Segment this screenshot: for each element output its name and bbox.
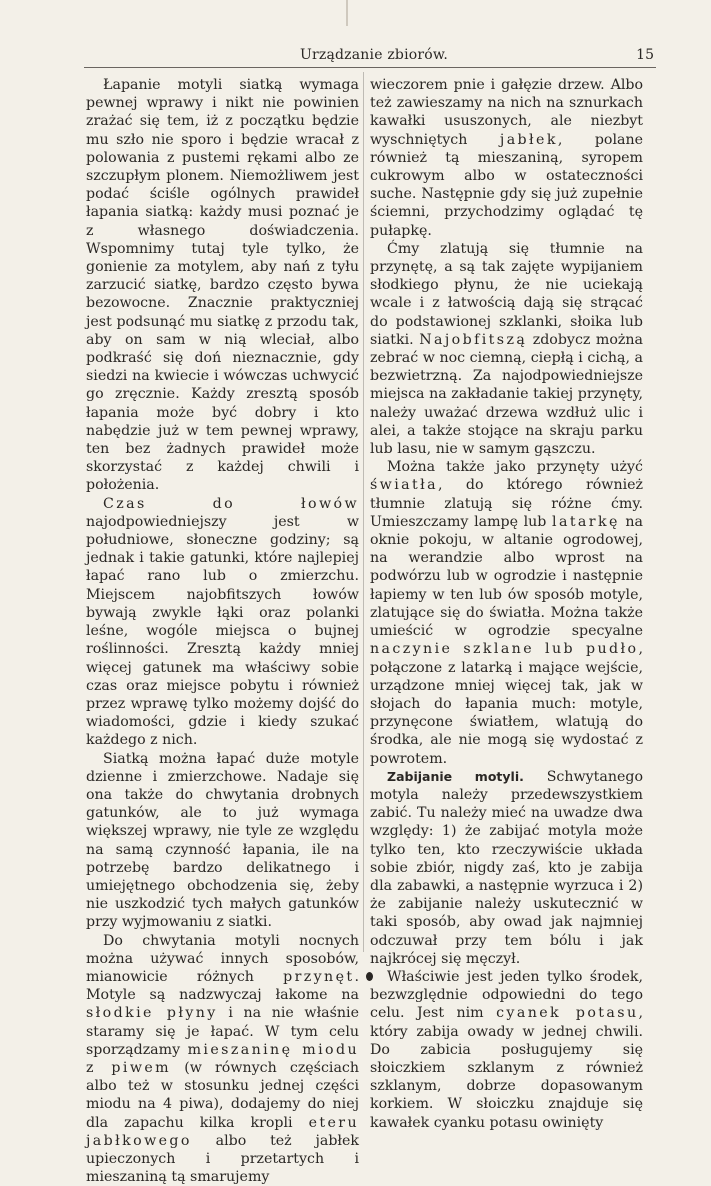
spaced-term: latarkę [552,513,620,530]
spaced-term: przynęt [283,968,355,985]
spaced-term: naczynie szklane lub pudło [370,641,639,658]
page-number: 15 [636,47,654,63]
spaced-term: światła [370,477,438,494]
paragraph-text: wieczorem pnie i gałęzie drzew. Albo też zawieszamy na nich na sznurkach kawałki ususzonych, ale niezbyt wyschniętych [370,77,643,148]
left-column [86,76,359,1186]
right-column [370,76,643,1132]
paragraph-text: Można także jako przynęty użyć [387,459,643,476]
spaced-term: cyanek potasu [496,1005,639,1022]
paragraph-killing-moths [370,768,643,968]
paragraph-cyanide [370,968,643,1132]
spaced-term: jabłek [499,131,558,148]
paragraph-net-species: Siatką można łapać duże motyle dzienne i zmierzchowe. Nadaje się ona także do chwytania drobnych gatunków, ale to już wymaga większej wprawy, nie tyle ze względu na samą czynność łapania, ile na potrzebę bardzo delikatnego i umiejętnego obchodzenia się, żeby nie uszkodzić tych małych gatunków przy wyjmowaniu z siatki. [86,750,359,931]
paragraph-text: i na nie właśnie staramy się je łapać. W tym celu sporządzamy [86,1005,359,1058]
paragraph-text: Właściwie jest jeden tylko środek, bezwzględnie odpowiedni do tego celu. Jest nim [370,968,643,1022]
paragraph-catching-with-net: Łapanie motyli siatką wymaga pewnej wprawy i nikt nie powinien zrażać się tem, iż z początku będzie mu szło nie sporo i będzie wracał z polowania z pustemi rękami albo ze szczupłym plonem. Niemożliwem jest podać ściśle ogólnych prawideł łapania siatką: każdy musi poznać je z własnego doświadczenia. Wspomnimy tutaj tyle tylko, że gonienie za motylem, aby nań z tyłu zarzucić siatkę, bardzo często bywa bezowocne. Znacznie praktyczniej jest podsunąć mu siatkę z przodu tak, aby on sam w nią wleciał, albo podkraść się doń nieznacznie, gdy siedzi na kwiecie i wówczas uchwycić go zręcznie. Każdy zresztą sposób łapania może być dobry i kto nabędzie już w tem pewnej wprawy, ten bez żadnych prawideł może skorzystać z każdej chwili i położenia. [86,77,359,494]
paragraph-text: . Motyle są nadzwyczaj łakome na [86,968,359,1004]
paragraph-night-moths [86,932,359,1186]
paragraph-light-bait [370,458,643,767]
paragraph-text: zdobycz można zebrać w noc ciemną, ciepłą i cichą, a bezwietrzną. Za najodpowiedniejsze miejsca na zakładanie takiej przynęty, należy uważać drzewa wzdłuż ulic i alei, a także stojące na skraju parku lub lasu, nie w samym gąszczu. [370,331,643,458]
footer-ornament [366,972,373,981]
paragraph-text: na oknie pokoju, w altanie ogrodowej, na werandzie albo wprost na podwórzu lub w ogrodzie i następnie łapiemy w ten lub ów sposób motyle, zlatujące się do światła. Można także umieścić w ogrodzie specyalne [370,513,643,640]
section-run-in-heading: Zabijanie motyli. [387,768,524,784]
paragraph-text: Schwytanego motyla należy przedewszystkiem zabić. Tu należy mieć na uwadze dwa względy: 1) że zabijać motyla może tylko ten, kto rzeczywiście układa sobie zbiór, nigdy zaś, kto je zabija dla zabawki, a następnie wyrzuca i 2) że zabijanie należy uskutecznić w taki sposób, aby owad jak najmniej odczuwał przy tem bólu i jak najkrócej się męczył. [370,768,643,967]
paragraph-time-of-hunting [86,495,359,750]
running-title: Urządzanie zbiorów. [300,47,449,63]
paragraph-text: (w równych częściach albo też w stosunku jednej części miodu na 4 piwa), dodajemy do niej dla zapachu kilka kropli [86,1059,359,1131]
paragraph-continuation [370,76,643,240]
paragraph-moths-bait [370,240,643,458]
paragraph-text: , polane również tą mieszaniną, syropem cukrowym albo w ostateczności suche. Następnie gdy się już zupełnie ściemni, przychodzimy oglądać tę pułapkę. [370,131,643,239]
spaced-term: eteru jabłkowego [86,1114,359,1149]
page-header [84,47,656,68]
paragraph-text: , połączone z latarką i mające wejście, urządzone mniej więcej tak, jak w słojach do łapania much: motyle, przynęcone światłem, wlatują do środka, ale nie mogą się wydostać z powrotem. [370,641,643,767]
page-fold-mark [346,0,348,26]
paragraph-text: Ćmy zlatują się tłumnie na przynętę, a są tak zajęte wypijaniem słodkiego płynu, że nie uciekają wcale i z łatwością dają się strącać do podstawionej szklanki, słoika lub siatki. [370,240,643,348]
paragraph-text: albo też jabłek upieczonych i przetartych i mieszaniną tą smarujemy [86,1132,359,1186]
paragraph-text: , do którego również tłumnie zlatują się różne ćmy. Umieszczamy lampę lub [370,477,643,530]
spaced-term: Najobfitszą [419,331,528,348]
column-divider [363,72,364,952]
spaced-term: mieszaninę miodu z piwem [86,1041,359,1076]
paragraph-text: Do chwytania motyli nocnych można używać innych sposobów, mianowicie różnych [86,932,359,985]
paragraph-text: , który zabija owady w jednej chwili. Do zabicia posługujemy się słoiczkiem szklanym z również szklanym, dobrze dopasowanym korkiem. W słoiczku znajduje się kawałek cyanku potasu owinięty [370,1005,643,1131]
spaced-term: Czas do łowów [103,495,359,512]
spaced-term: słodkie płyny [86,1005,218,1022]
paragraph-text: najodpowiedniejszy jest w południowe, słoneczne godziny; są jednak i takie gatunki, które najlepiej łapać rano lub o zmierzchu. Miejscem najobfitszych łowów bywają zwykle łąki oraz polanki leśne, wogóle miejsca o bujnej roślinności. Zresztą każdy mniej więcej gatunek ma właściwy sobie czas oraz miejsce pobytu i również przez wprawę tylko możemy dojść do wiadomości, gdzie i kiedy szukać każdego z nich. [86,513,359,749]
